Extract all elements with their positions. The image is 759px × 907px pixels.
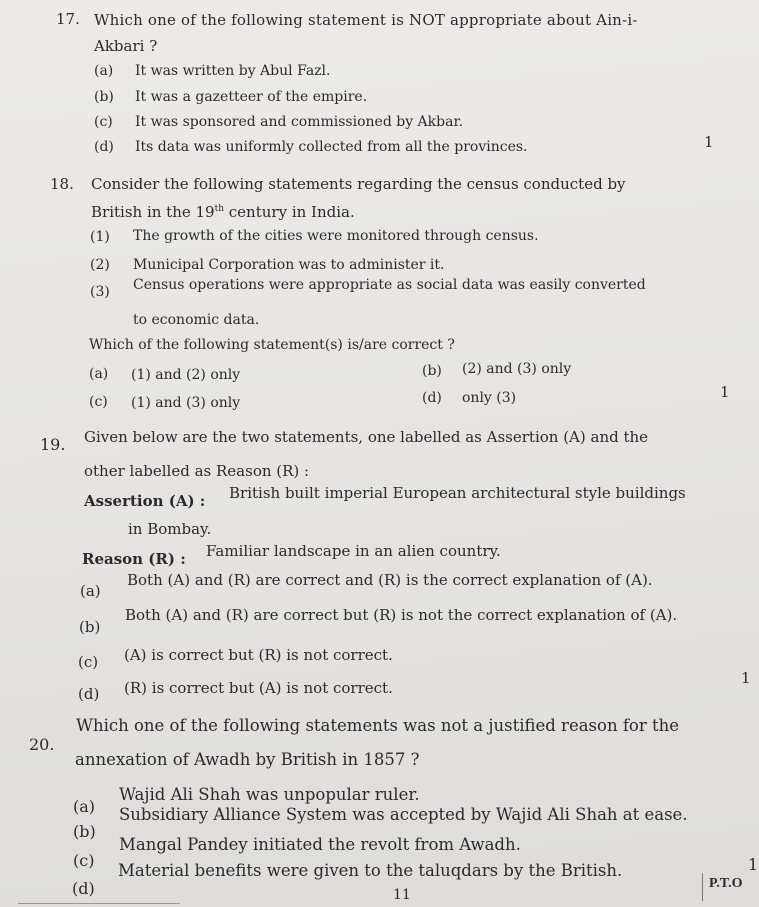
question-text: Akbari ? — [94, 37, 158, 55]
option-label: (b) — [422, 363, 442, 379]
option-label: (a) — [89, 366, 109, 382]
option-text: (R) is correct but (A) is not correct. — [124, 679, 393, 697]
question-number: 17. — [56, 10, 80, 28]
question-number: 20. — [29, 735, 55, 754]
pto-label: P.T.O — [709, 876, 743, 891]
question-text-part: century in India. — [224, 203, 355, 221]
option-text: Its data was uniformly collected from all the provinces. — [135, 139, 528, 155]
question-text: Given below are the two statements, one labelled as Assertion (A) and the — [84, 428, 649, 446]
marks: 1 — [741, 669, 751, 687]
option-text: Mangal Pandey initiated the revolt from Awadh. — [119, 835, 521, 854]
pto-divider — [702, 873, 703, 901]
option-label: (c) — [94, 114, 113, 130]
reason-label: Reason (R) : — [82, 550, 186, 568]
option-label: (d) — [94, 139, 114, 155]
option-text: It was written by Abul Fazl. — [135, 63, 331, 79]
statement-text: The growth of the cities were monitored through census. — [133, 228, 539, 244]
option-text: Material benefits were given to the taluqdars by the British. — [118, 861, 623, 880]
marks: 1 — [748, 855, 759, 874]
option-label: (b) — [94, 89, 114, 105]
marks: 1 — [720, 383, 730, 401]
question-text: other labelled as Reason (R) : — [84, 462, 310, 480]
statement-label: (3) — [90, 284, 110, 300]
option-text: (A) is correct but (R) is not correct. — [124, 646, 393, 664]
question-number: 19. — [40, 435, 66, 454]
option-text: (2) and (3) only — [462, 361, 572, 377]
reason-text: Familiar landscape in an alien country. — [206, 542, 501, 560]
option-label: (c) — [89, 394, 108, 410]
option-label: (a) — [94, 63, 114, 79]
option-label: (d) — [78, 685, 100, 703]
option-text: Subsidiary Alliance System was accepted by Wajid Ali Shah at ease. — [119, 805, 688, 824]
page-number: 11 — [393, 887, 411, 903]
statement-text: Census operations were appropriate as social data was easily converted — [133, 277, 646, 293]
assertion-text: British built imperial European architectural style buildings — [229, 484, 686, 502]
superscript: th — [214, 204, 225, 214]
option-label: (d) — [422, 390, 442, 406]
option-text: (1) and (2) only — [131, 367, 241, 383]
bottom-rule — [18, 903, 180, 904]
question-text: Which one of the following statement is NOT appropriate about Ain-i- — [94, 11, 638, 29]
option-label: (b) — [79, 618, 101, 636]
question-text: Consider the following statements regarding the census conducted by — [91, 175, 626, 193]
option-text: (1) and (3) only — [131, 395, 241, 411]
statement-text: to economic data. — [133, 312, 260, 328]
statement-label: (2) — [90, 257, 110, 273]
question-prompt: Which of the following statement(s) is/are correct ? — [89, 337, 455, 353]
statement-label: (1) — [90, 229, 110, 245]
option-label: (b) — [73, 822, 96, 841]
option-text: Both (A) and (R) are correct and (R) is the correct explanation of (A). — [127, 571, 653, 589]
option-label: (a) — [80, 582, 101, 600]
option-label: (c) — [78, 653, 99, 671]
option-text: Wajid Ali Shah was unpopular ruler. — [119, 785, 420, 804]
statement-text: Municipal Corporation was to administer it. — [133, 257, 445, 273]
option-text: It was a gazetteer of the empire. — [135, 89, 368, 105]
marks: 1 — [704, 133, 714, 151]
assertion-label: Assertion (A) : — [84, 492, 206, 510]
assertion-text: in Bombay. — [128, 520, 212, 538]
question-text — [91, 203, 355, 221]
option-label: (d) — [72, 879, 95, 898]
option-label: (c) — [73, 851, 95, 870]
option-text: Both (A) and (R) are correct but (R) is not the correct explanation of (A). — [125, 606, 678, 624]
option-text: It was sponsored and commissioned by Akbar. — [135, 114, 464, 130]
option-text: only (3) — [462, 390, 517, 406]
question-text: annexation of Awadh by British in 1857 ? — [75, 750, 420, 769]
question-text-part: British in the 19 — [91, 203, 215, 221]
question-text: Which one of the following statements was not a justified reason for the — [76, 716, 680, 735]
option-label: (a) — [73, 797, 96, 816]
question-number: 18. — [50, 175, 74, 193]
